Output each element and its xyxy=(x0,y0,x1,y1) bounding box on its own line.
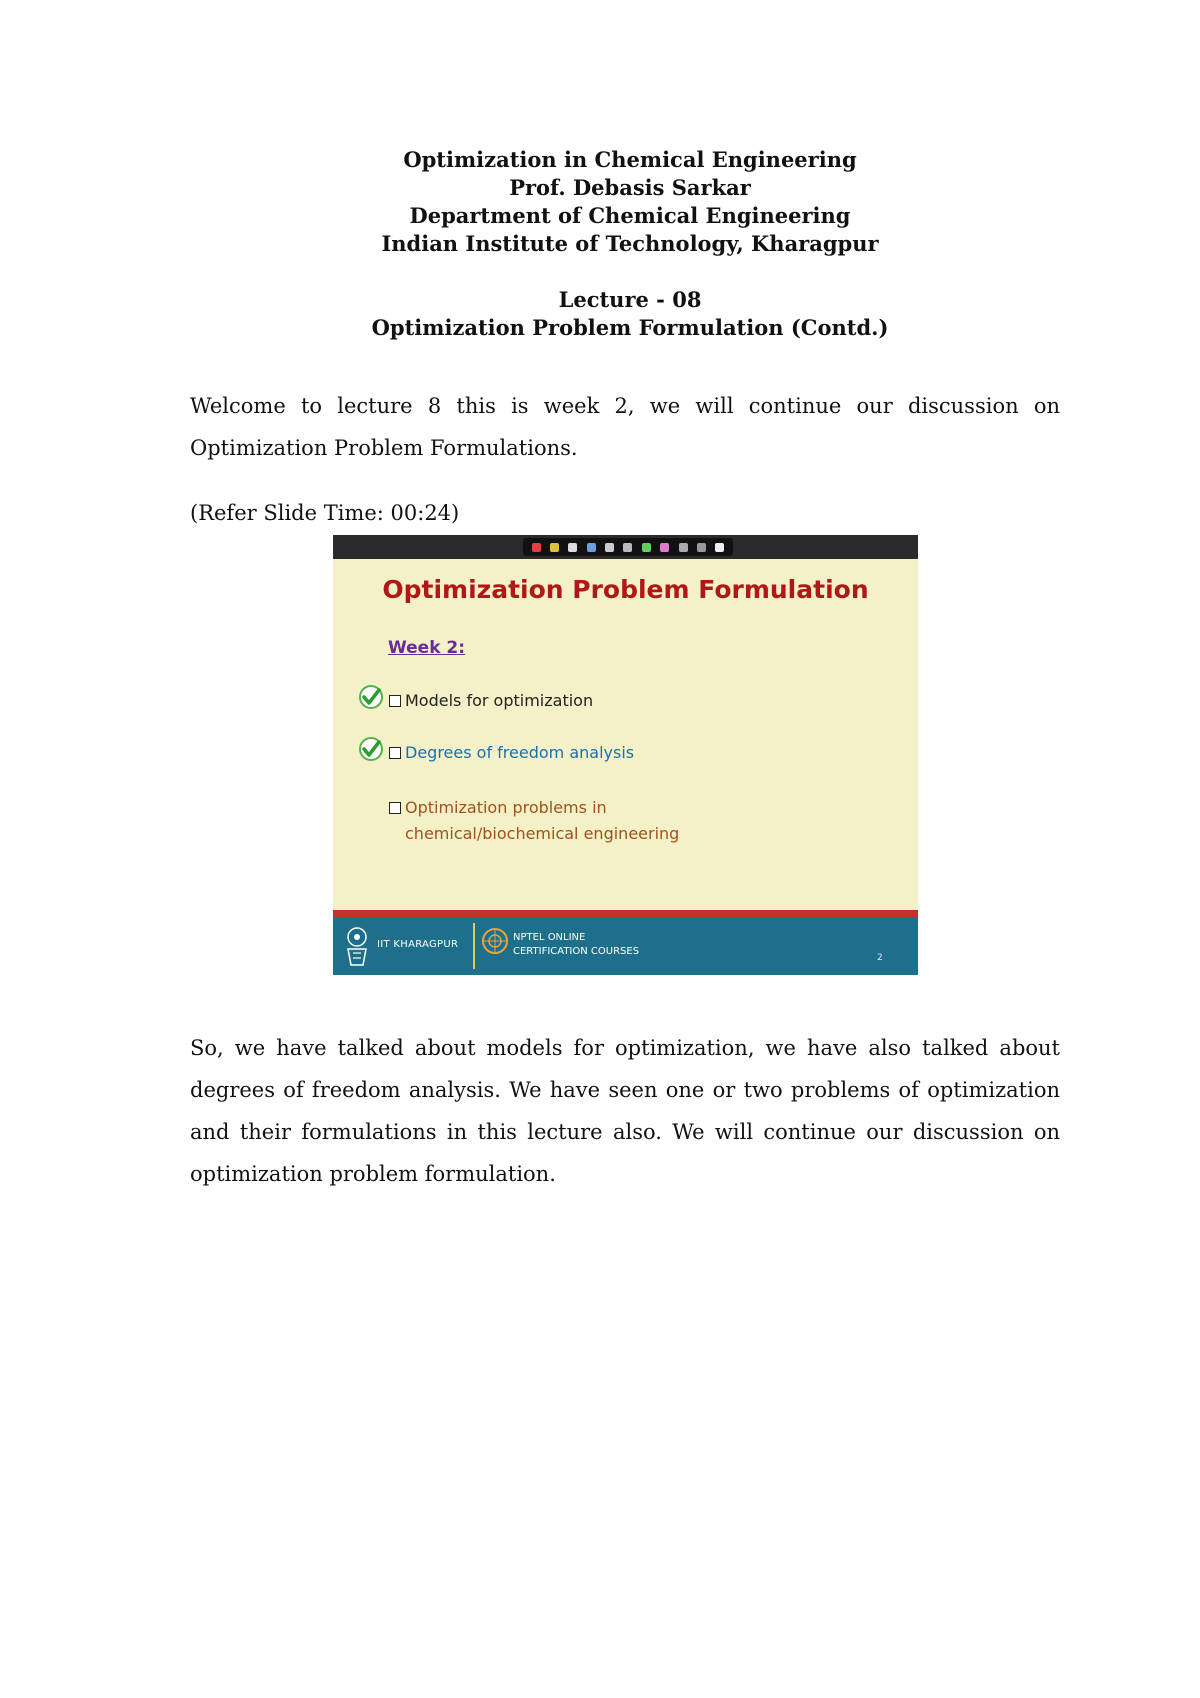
eraser-icon xyxy=(605,543,614,552)
iit-kharagpur-logo-icon xyxy=(343,925,371,967)
text-icon xyxy=(679,543,688,552)
footer-stripe xyxy=(333,910,918,917)
bullet-text-line-2: chemical/biochemical engineering xyxy=(405,824,680,843)
course-title: Optimization in Chemical Engineering xyxy=(403,147,857,172)
marker-icon xyxy=(587,543,596,552)
lecture-title: Optimization Problem Formulation (Contd.) xyxy=(371,315,889,340)
checkbox-bullet-icon xyxy=(389,802,401,814)
lecture-slide-image xyxy=(333,535,918,975)
document-header xyxy=(0,146,1200,342)
bullet-text: Degrees of freedom analysis xyxy=(405,743,635,762)
checkbox-bullet-icon xyxy=(389,695,401,707)
summary-paragraph: So, we have talked about models for optimization, we have also talked about degrees of freedom analysis. We have seen one or two problems of optimization and their formulations in this lecture also. We will continue our discussion on optimization problem formulation. xyxy=(190,1036,1060,1186)
refer-slide-time: (Refer Slide Time: 00:24) xyxy=(190,501,460,525)
nptel-logo-icon xyxy=(479,925,511,963)
footer-divider xyxy=(473,923,475,969)
bullet-text-line-1: Optimization problems in xyxy=(405,798,607,817)
slide-bullet-item xyxy=(389,795,679,847)
slide-toolbar xyxy=(333,535,918,559)
checkbox-bullet-icon xyxy=(389,747,401,759)
slide-footer xyxy=(333,917,918,975)
institute-name: Indian Institute of Technology, Kharagpur xyxy=(381,231,879,256)
undo-icon xyxy=(697,543,706,552)
intro-paragraph: Welcome to lecture 8 this is week 2, we will continue our discussion on Optimization Problem Formulations. xyxy=(190,394,1060,460)
iit-kharagpur-label: IIT KHARAGPUR xyxy=(377,939,459,950)
nptel-label-line-2: CERTIFICATION COURSES xyxy=(513,946,640,957)
bullet-text: Models for optimization xyxy=(405,691,594,710)
color-icon xyxy=(660,543,669,552)
clear-icon xyxy=(715,543,724,552)
slide-bullet-item xyxy=(389,691,593,710)
slide-bullet-item xyxy=(389,743,634,762)
checkmark-icon xyxy=(358,736,384,762)
checkmark-icon xyxy=(358,684,384,710)
nptel-label xyxy=(513,931,639,959)
slide-number: 2 xyxy=(877,953,883,963)
professor-name: Prof. Debasis Sarkar xyxy=(509,175,751,200)
nptel-label-line-1: NPTEL ONLINE xyxy=(513,932,586,943)
slide-title: Optimization Problem Formulation xyxy=(382,575,869,604)
pen-icon xyxy=(550,543,559,552)
pointer-icon xyxy=(532,543,541,552)
arrow-icon xyxy=(568,543,577,552)
line-icon xyxy=(623,543,632,552)
lecture-number: Lecture - 08 xyxy=(558,287,702,312)
department-name: Department of Chemical Engineering xyxy=(409,203,851,228)
highlighter-icon xyxy=(642,543,651,552)
slide-week-label: Week 2: xyxy=(388,638,466,658)
annotation-tools xyxy=(523,538,733,556)
